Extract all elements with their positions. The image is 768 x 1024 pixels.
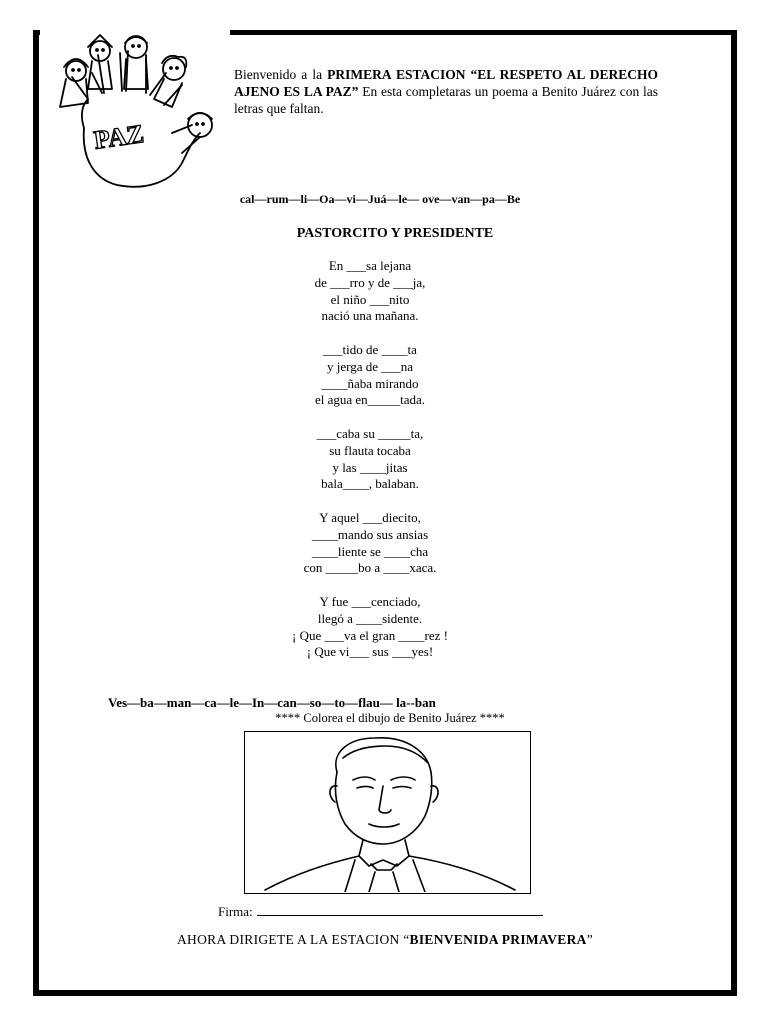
portrait-drawing (245, 732, 529, 892)
peace-hand-logo (42, 33, 222, 193)
coloring-instruction: **** Colorea el dibujo de Benito Juárez **** (275, 711, 505, 725)
poem-verse: ____liente se ____cha (311, 543, 429, 559)
stanza (250, 342, 490, 409)
poem-verse: Y fue ___cenciado, (319, 593, 421, 609)
intro-suffix: En esta completaras un poema a Benito Juárez con las letras que faltan. (234, 84, 658, 116)
footer-instruction (100, 932, 670, 948)
page-frame-bottom (33, 990, 737, 996)
poem-verse: ¡ Que vi___ sus ___yes! (306, 644, 434, 660)
poem-verse: su flauta tocaba (329, 442, 411, 458)
poem-verse: y jerga de ___na (326, 358, 414, 374)
next-station-name: BIENVENIDA PRIMAVERA (409, 932, 587, 947)
logo-paz-text: PAZ (92, 119, 146, 155)
poem-verse: con _____bo a ____xaca. (303, 560, 437, 576)
footer-prefix: AHORA DIRIGETE A LA ESTACION “ (177, 932, 410, 947)
poem-verse: ¡ Que ___va el gran ____rez ! (292, 627, 448, 643)
stanza (250, 258, 490, 325)
intro-prefix: Bienvenido a la (234, 67, 328, 82)
station-title: PRIMERA ESTACION “EL RESPETO AL DERECHO AJENO ES LA PAZ” (234, 67, 658, 99)
intro-paragraph (234, 66, 658, 117)
poem-title: PASTORCITO Y PRESIDENTE (296, 226, 494, 241)
signature-line[interactable] (257, 905, 543, 916)
poem-verse: de ___rro y de ___ja, (314, 274, 426, 290)
poem-verse: ___tido de ____ta (323, 341, 417, 357)
poem-verse: y las ____jitas (332, 459, 408, 475)
poem-verse: nació una mañana. (321, 308, 419, 324)
poem-verse: el agua en_____tada. (314, 392, 426, 408)
poem-verse: bala____, balaban. (321, 476, 419, 492)
poem-verse: En ___sa lejana (328, 258, 412, 273)
poem-verse: llegó a ____sidente. (317, 610, 423, 626)
stanza (250, 594, 490, 661)
poem-verse: ____mando sus ansias (311, 526, 429, 542)
stanza (250, 426, 490, 493)
poem-verse: ____ñaba mirando (321, 375, 419, 391)
poem-verse: el niño ___nito (330, 291, 410, 307)
stanza (250, 510, 490, 577)
footer-suffix: ” (586, 932, 593, 947)
benito-juarez-portrait (244, 731, 531, 894)
page-frame-right (731, 30, 737, 996)
poem-verse: ___caba su _____ta, (316, 425, 424, 441)
syllable-bank-bottom: Ves—ba—man—ca—le—In—can—so—to—flau— la--ban (108, 695, 436, 710)
poem-verse: Y aquel ___diecito, (319, 509, 421, 525)
syllable-bank-top: cal—rum—li—Oa—vi—Juá—le— ove—van—pa—Be (239, 192, 521, 206)
page-frame-left (33, 30, 39, 996)
signature-label: Firma: (218, 904, 253, 919)
signature-field[interactable] (218, 904, 543, 920)
poem-body (250, 258, 490, 678)
